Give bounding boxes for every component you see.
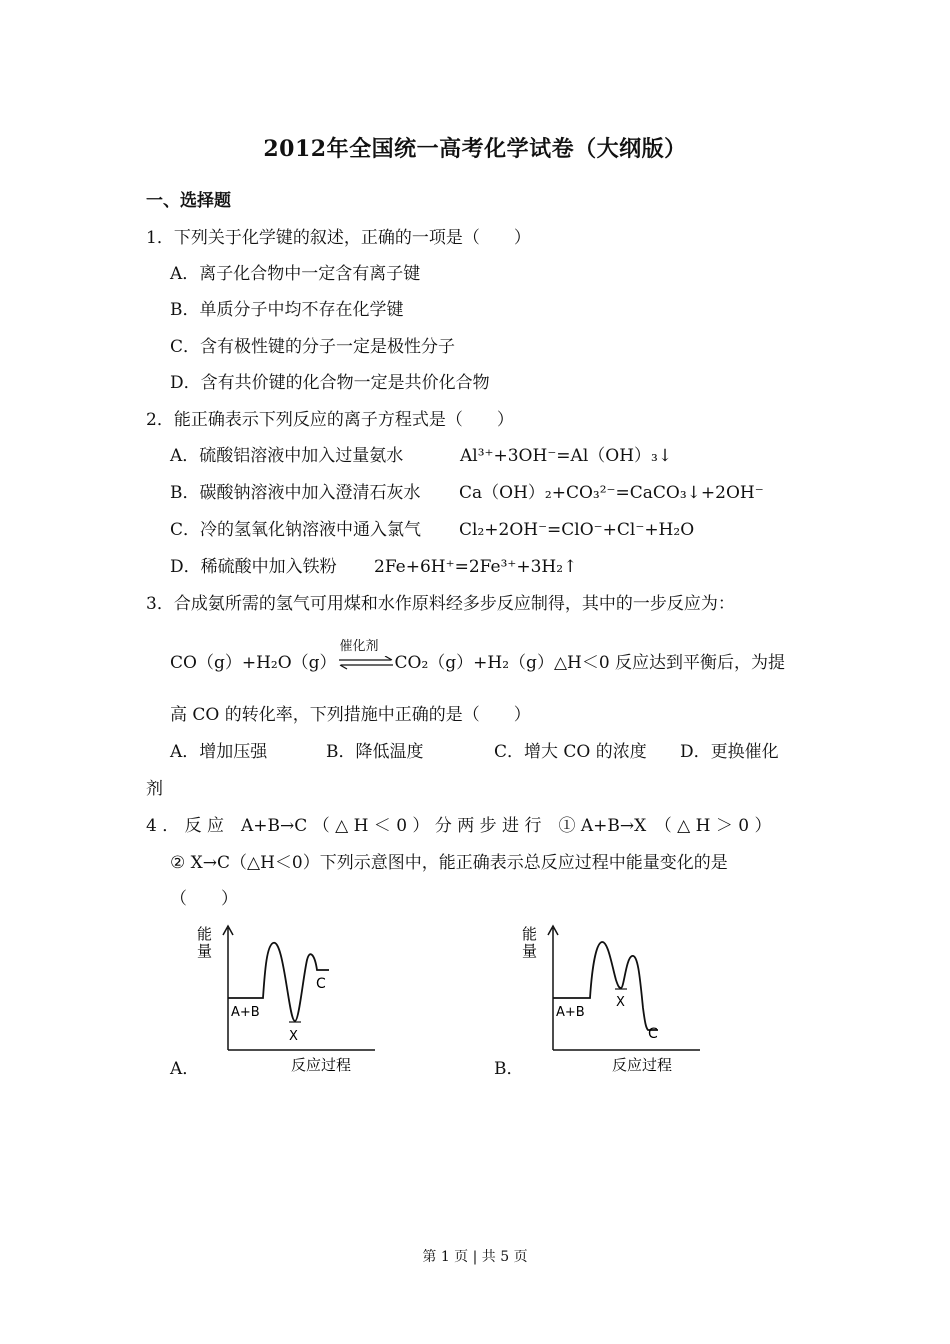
graph-b-product-label: C [648, 1026, 658, 1042]
q3-equation-left: CO（g）+H₂O（g） [170, 653, 337, 673]
energy-diagram-a [195, 918, 385, 1078]
page-footer: 第 1 页 | 共 5 页 [422, 1249, 528, 1265]
section-heading: 一、选择题 [146, 191, 231, 211]
q2-option-c-equation: Cl₂+2OH⁻=ClO⁻+Cl⁻+H₂O [459, 520, 695, 540]
q4-stem-line2: ② X→C（△H＜0）下列示意图中，能正确表示总反应过程中能量变化的是 [170, 853, 728, 873]
catalyst-label: 催化剂 [339, 638, 379, 654]
q2-option-b-text: B．碳酸钠溶液中加入澄清石灰水 [170, 483, 421, 503]
q2-option-d-text: D．稀硫酸中加入铁粉 [170, 557, 337, 577]
q3-equation [170, 638, 786, 674]
q2-option-b-equation: Ca（OH）₂+CO₃²⁻=CaCO₃↓+2OH⁻ [459, 483, 764, 503]
graph-b-y-label-1: 能 [522, 925, 538, 943]
q3-stem: 3．合成氨所需的氢气可用煤和水作原料经多步反应制得，其中的一步反应为： [146, 594, 735, 614]
q3-option-d-continued: 剂 [146, 779, 163, 799]
graph-a-y-label-2: 量 [197, 942, 213, 960]
energy-diagram-b [520, 918, 710, 1078]
graph-a-y-label-1: 能 [197, 925, 213, 943]
page-title: 2012年全国统一高考化学试卷（大纲版） [263, 136, 687, 162]
q1-option-d: D．含有共价键的化合物一定是共价化合物 [170, 373, 490, 393]
graph-b-reactant-label: A+B [556, 1005, 585, 1020]
q1-option-a: A．离子化合物中一定含有离子键 [170, 264, 421, 284]
q3-stem-line2: 高 CO 的转化率，下列措施中正确的是（ ） [170, 705, 531, 725]
q3-option-d: D．更换催化 [680, 742, 779, 762]
q2-option-d-equation: 2Fe+6H⁺=2Fe³⁺+3H₂↑ [374, 557, 578, 577]
graph-b-intermediate-label: X [616, 995, 625, 1010]
q2-stem: 2．能正确表示下列反应的离子方程式是（ ） [146, 410, 514, 430]
q2-option-a-text: A．硫酸铝溶液中加入过量氨水 [170, 446, 404, 466]
graph-a-intermediate-label: X [289, 1029, 298, 1044]
equilibrium-arrow-icon [337, 656, 395, 670]
q1-option-b: B．单质分子中均不存在化学键 [170, 300, 404, 320]
q3-option-b: B．降低温度 [326, 742, 424, 762]
q4-option-b-label: B． [494, 1059, 524, 1079]
q3-option-c: C．增大 CO 的浓度 [494, 742, 647, 762]
q1-stem: 1．下列关于化学键的叙述，正确的一项是（ ） [146, 228, 531, 248]
q1-option-c: C．含有极性键的分子一定是极性分子 [170, 337, 456, 357]
graph-a-reactant-label: A+B [231, 1005, 260, 1020]
q4-option-a-label: A． [170, 1059, 200, 1079]
reversible-arrow [337, 638, 395, 674]
q4-stem-line3: （ ） [170, 889, 238, 909]
graph-b-x-label: 反应过程 [612, 1056, 673, 1074]
q2-option-c-text: C．冷的氢氧化钠溶液中通入氯气 [170, 520, 422, 540]
graph-b-y-label-2: 量 [522, 942, 538, 960]
q3-option-a: A．增加压强 [170, 742, 268, 762]
graph-a-x-label: 反应过程 [291, 1056, 352, 1074]
graph-a-product-label: C [316, 976, 326, 992]
q2-option-a-equation: Al³⁺+3OH⁻=Al（OH）₃↓ [460, 446, 673, 466]
q3-equation-right: CO₂（g）+H₂（g）△H＜0 反应达到平衡后，为提 [394, 653, 786, 673]
q4-stem-line1: 4 ． 反 应 A+B→C （ △ H ＜ 0 ） 分 两 步 进 行 ① A+B→X （ △ H ＞ 0 ） [146, 816, 772, 836]
